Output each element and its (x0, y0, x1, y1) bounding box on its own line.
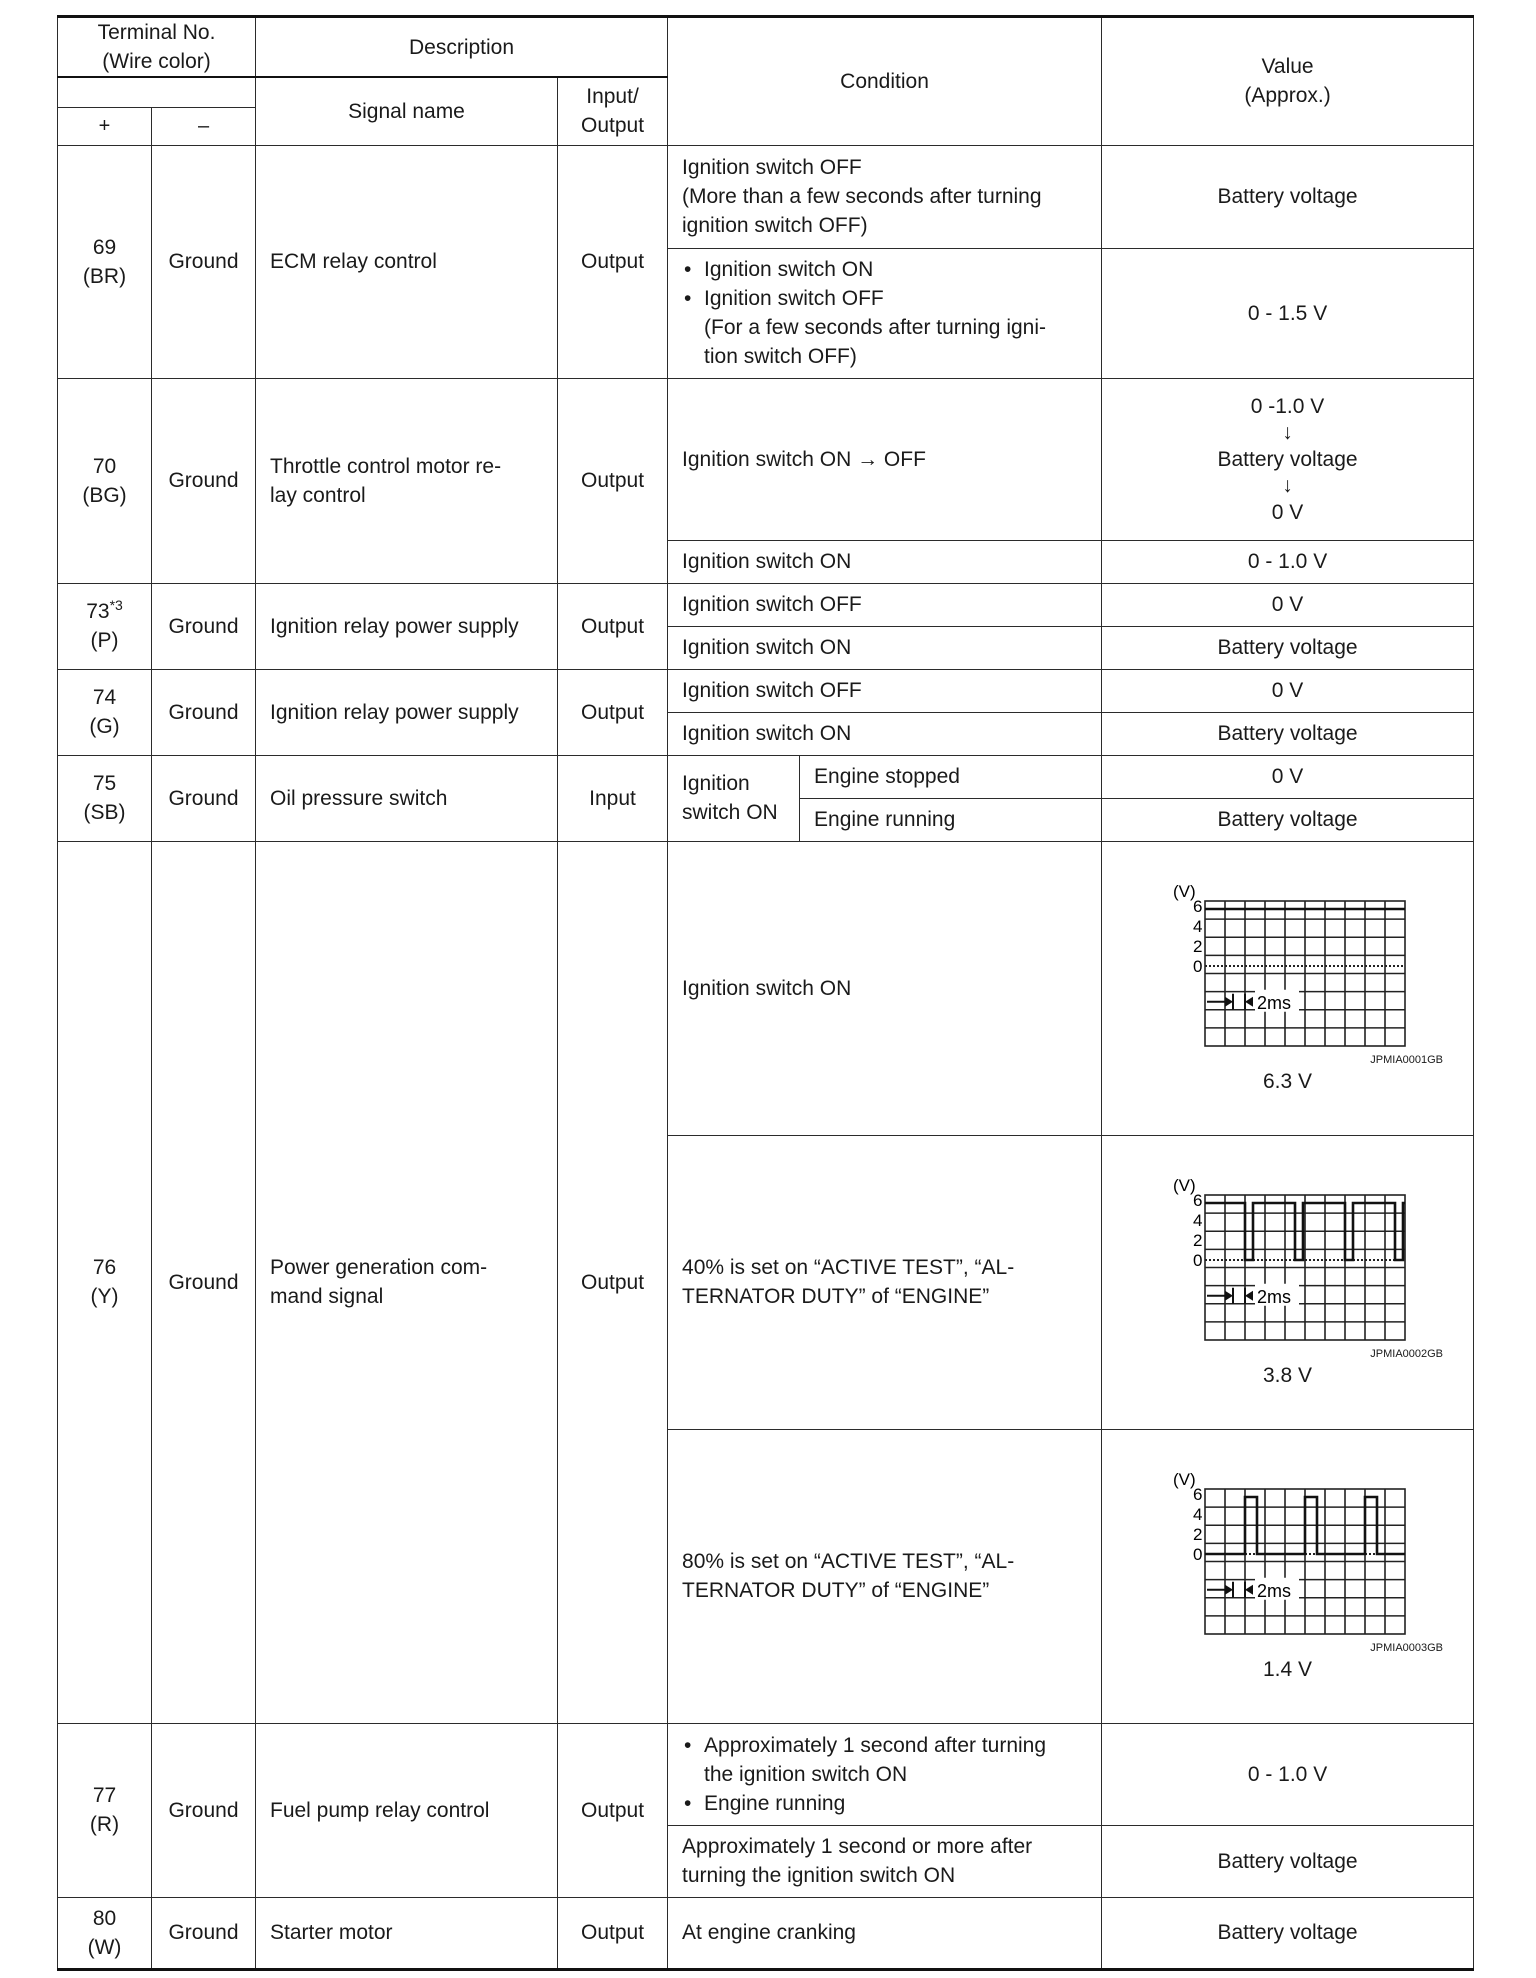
bullet-subtext: (For a few seconds after turning igni- (704, 316, 1047, 339)
figure-id: JPMIA0001GB (1370, 1053, 1444, 1066)
condition-line: (More than a few seconds after turning (682, 185, 1042, 208)
wire-color: (G) (89, 715, 120, 738)
oscilloscope-waveform-graphic (1163, 1469, 1413, 1639)
figure-id: JPMIA0002GB (1370, 1347, 1444, 1360)
signal-name-cell: Ignition relay power supply (256, 583, 558, 669)
ground-cell: Ground (152, 145, 256, 378)
value-cell: 0 - 1.0 V (1102, 1723, 1474, 1825)
io-cell: Output (558, 1897, 668, 1969)
value-line: 0 V (1271, 500, 1304, 524)
value-cell: Battery voltage (1102, 1825, 1474, 1897)
terminal-cell (58, 145, 152, 378)
terminal-spec-table-wrap (57, 15, 1473, 1971)
condition-line: Ignition (682, 772, 750, 795)
ground-cell: Ground (152, 755, 256, 841)
condition-cell: At engine cranking (668, 1897, 1102, 1969)
signal-name-cell: Starter motor (256, 1897, 558, 1969)
condition-bullets (682, 255, 1093, 371)
condition-header: Condition (668, 17, 1102, 146)
condition-cell (668, 145, 1102, 248)
condition-line: turning the ignition switch ON (682, 1864, 956, 1887)
sub-condition-cell: Engine stopped (800, 755, 1102, 798)
volt-tick-label: 0 (1192, 1544, 1202, 1564)
waveform-value-cell (1102, 1135, 1474, 1429)
header-row-1 (58, 17, 1474, 78)
value-cell: 0 V (1102, 583, 1474, 626)
io-cell: Output (558, 841, 668, 1723)
condition-line: 40% is set on “ACTIVE TEST”, “AL- (682, 1256, 1015, 1279)
value-text: 1.4 V (1263, 1657, 1313, 1681)
wire-color: (P) (90, 629, 119, 652)
condition-bullets (682, 1731, 1093, 1818)
terminal-cell (58, 841, 152, 1723)
table-row (58, 145, 1474, 248)
terminal-cell (58, 583, 152, 669)
value-cell: 0 V (1102, 755, 1474, 798)
io-cell: Output (558, 378, 668, 583)
ecm-terminal-table (57, 15, 1474, 1971)
signal-name-header: Signal name (256, 77, 558, 145)
wire-color: (BG) (82, 483, 127, 507)
wire-color-label: (Wire color) (102, 50, 211, 73)
value-cell: Battery voltage (1102, 798, 1474, 841)
signal-name-cell: ECM relay control (256, 145, 558, 378)
signal-name-cell: Ignition relay power supply (256, 669, 558, 755)
value-text: 6.3 V (1263, 1069, 1313, 1093)
condition-cell: Ignition switch OFF (668, 669, 1102, 712)
sub-condition-cell: Engine running (800, 798, 1102, 841)
ground-cell: Ground (152, 1723, 256, 1897)
terminal-number: 74 (92, 686, 117, 709)
terminal-number: 69 (92, 235, 117, 259)
signal-name-cell: Oil pressure switch (256, 755, 558, 841)
terminal-number: 77 (92, 1784, 117, 1807)
io-cell: Output (558, 583, 668, 669)
condition-line: TERNATOR DUTY” of “ENGINE” (682, 1579, 990, 1602)
table-row (58, 1897, 1474, 1969)
io-cell: Output (558, 145, 668, 378)
ground-cell: Ground (152, 1897, 256, 1969)
wire-color: (W) (87, 1935, 122, 1959)
value-line: Battery voltage (1217, 447, 1358, 471)
timebase-label: 2ms (1256, 1580, 1291, 1601)
condition-line: TERNATOR DUTY” of “ENGINE” (682, 1285, 990, 1308)
oscilloscope-waveform-graphic (1163, 881, 1413, 1051)
io-cell: Output (558, 1723, 668, 1897)
io-cell: Input (558, 755, 668, 841)
condition-cell: Ignition switch OFF (668, 583, 1102, 626)
condition-cell: Ignition switch ON (668, 841, 1102, 1135)
value-cell: Battery voltage (1102, 626, 1474, 669)
volt-tick-label: 2 (1192, 936, 1202, 956)
volt-tick-label: 6 (1192, 1190, 1202, 1210)
volt-tick-label: 4 (1192, 916, 1202, 936)
volt-tick-label: 2 (1192, 1230, 1202, 1250)
terminal-number: 76 (92, 1256, 117, 1279)
timebase-label: 2ms (1256, 992, 1291, 1013)
value-line: 0 -1.0 V (1250, 394, 1325, 418)
terminal-number: 75 (92, 772, 117, 795)
wire-color: (Y) (90, 1285, 119, 1308)
wire-color: (R) (89, 1813, 120, 1836)
volt-tick-label: 0 (1192, 956, 1202, 976)
down-arrow-icon: ↓ (1282, 420, 1293, 444)
volt-tick-label: 6 (1192, 896, 1202, 916)
description-header: Description (256, 17, 668, 78)
terminal-number: 80 (92, 1906, 117, 1930)
bullet-item: • Engine running (682, 1789, 1093, 1818)
ground-cell: Ground (152, 583, 256, 669)
volt-unit-label: (V) (1172, 881, 1196, 901)
table-row (58, 378, 1474, 540)
plus-header: + (58, 107, 152, 145)
value-cell: 0 - 1.5 V (1102, 248, 1474, 378)
value-label: Value (1261, 55, 1314, 79)
waveform-value-cell (1102, 841, 1474, 1135)
bullet-text: • Approximately 1 second after turning (704, 1733, 1047, 1757)
terminal-cell (58, 669, 152, 755)
terminal-no-header (58, 17, 256, 78)
terminal-cell (58, 1723, 152, 1897)
bullet-subtext: tion switch OFF) (704, 345, 857, 368)
condition-cell (668, 1429, 1102, 1723)
value-cell: Battery voltage (1102, 145, 1474, 248)
bullet-item: • Ignition switch ON (682, 255, 1093, 284)
table-row (58, 755, 1474, 798)
terminal-number: 70 (92, 454, 117, 478)
table-row (58, 841, 1474, 1135)
scope-grid (1205, 1195, 1405, 1340)
condition-cell: Ignition switch ON (668, 540, 1102, 583)
condition-cell (668, 1825, 1102, 1897)
bullet-item (682, 284, 1093, 371)
bullet-text: the ignition switch ON (704, 1762, 908, 1786)
condition-line: ignition switch OFF) (682, 214, 868, 237)
scope-grid (1205, 901, 1405, 1046)
terminal-cell (58, 378, 152, 583)
condition-line: Ignition switch OFF (682, 156, 862, 179)
terminal-no-label: Terminal No. (97, 21, 216, 44)
condition-cell: Ignition switch ON → OFF (668, 378, 1102, 540)
volt-tick-label: 6 (1192, 1484, 1202, 1504)
io-cell: Output (558, 669, 668, 755)
condition-line: Approximately 1 second or more after (682, 1835, 1033, 1858)
table-row (58, 669, 1474, 712)
condition-line: 80% is set on “ACTIVE TEST”, “AL- (682, 1550, 1015, 1573)
terminal-number-wrap (58, 597, 151, 626)
waveform-value-cell (1102, 1429, 1474, 1723)
bullet-item (682, 1731, 1093, 1789)
signal-line: Power generation com- (270, 1256, 488, 1279)
condition-cell: Ignition switch ON (668, 626, 1102, 669)
table-row (58, 1723, 1474, 1825)
ground-cell: Ground (152, 669, 256, 755)
timebase-label: 2ms (1256, 1286, 1291, 1307)
value-cell: 0 - 1.0 V (1102, 540, 1474, 583)
volt-unit-label: (V) (1172, 1175, 1196, 1195)
volt-tick-label: 0 (1192, 1250, 1202, 1270)
volt-unit-label: (V) (1172, 1469, 1196, 1489)
condition-cell (668, 248, 1102, 378)
down-arrow-icon: ↓ (1282, 473, 1293, 497)
wire-color: (BR) (82, 264, 127, 288)
signal-line: lay control (270, 483, 366, 507)
volt-tick-label: 4 (1192, 1210, 1202, 1230)
condition-cell (668, 1135, 1102, 1429)
io-label-2: Output (580, 114, 645, 138)
approx-label: (Approx.) (1244, 84, 1331, 108)
condition-line: switch ON (682, 801, 778, 824)
oscilloscope-waveform-graphic (1163, 1175, 1413, 1345)
io-header (558, 77, 668, 145)
bullet-text: • Ignition switch OFF (704, 287, 884, 310)
condition-cell (668, 1723, 1102, 1825)
minus-header: – (152, 107, 256, 145)
signal-line: mand signal (270, 1285, 384, 1308)
volt-tick-label: 2 (1192, 1524, 1202, 1544)
value-header (1102, 17, 1474, 146)
figure-id: JPMIA0003GB (1370, 1641, 1444, 1654)
value-text: 3.8 V (1263, 1363, 1313, 1387)
polarity-spacer (58, 77, 256, 107)
condition-group-cell (668, 755, 800, 841)
table-row (58, 583, 1474, 626)
io-label-1: Input/ (586, 85, 639, 109)
ground-cell: Ground (152, 841, 256, 1723)
signal-name-cell (256, 378, 558, 583)
wire-color: (SB) (83, 801, 126, 824)
footnote-mark: *3 (109, 597, 123, 613)
terminal-number: 73 (86, 600, 110, 623)
volt-tick-label: 4 (1192, 1504, 1202, 1524)
terminal-cell (58, 755, 152, 841)
ground-cell: Ground (152, 378, 256, 583)
value-cell: 0 V (1102, 669, 1474, 712)
signal-name-cell (256, 841, 558, 1723)
value-cell: Battery voltage (1102, 1897, 1474, 1969)
value-cell: Battery voltage (1102, 712, 1474, 755)
value-cell (1102, 378, 1474, 540)
signal-name-cell: Fuel pump relay control (256, 1723, 558, 1897)
condition-cell: Ignition switch ON (668, 712, 1102, 755)
signal-line: Throttle control motor re- (270, 454, 502, 478)
terminal-cell (58, 1897, 152, 1969)
